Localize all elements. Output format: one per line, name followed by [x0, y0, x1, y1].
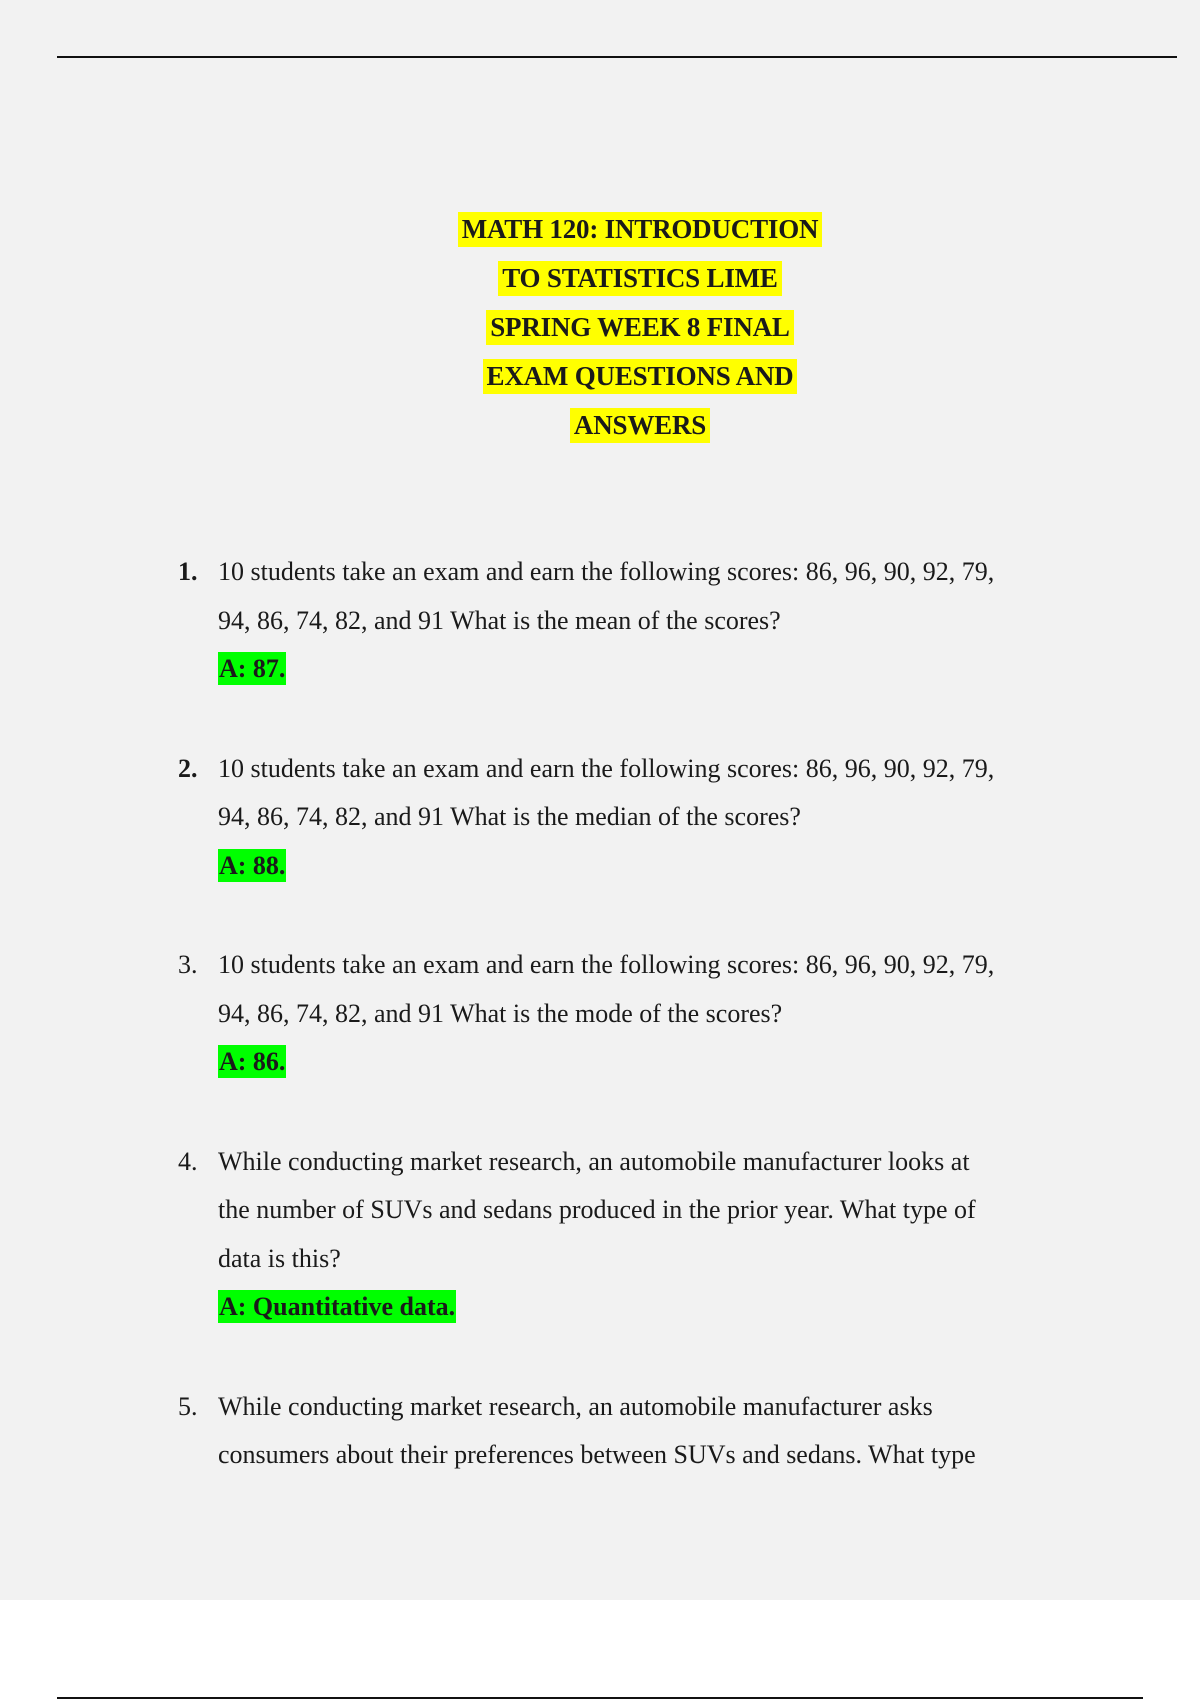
bottom-rule	[57, 1697, 1143, 1699]
top-rule	[57, 56, 1177, 58]
answer-highlight: A: Quantitative data.	[219, 1292, 456, 1321]
title-text: ANSWERS	[570, 408, 710, 443]
question-item	[178, 941, 1078, 1087]
title-line	[0, 205, 1200, 254]
question-item	[178, 1383, 1078, 1480]
question-text-line: 94, 86, 74, 82, and 91 What is the mode of the scores?	[218, 998, 783, 1028]
answer-highlight: A: 88.	[219, 850, 286, 880]
title-line	[0, 254, 1200, 303]
question-text-line: While conducting market research, an automobile manufacturer asks	[218, 1391, 933, 1421]
title-text: SPRING WEEK 8 FINAL	[486, 310, 794, 345]
question-text-line: data is this?	[218, 1243, 341, 1273]
question-number: 5.	[178, 1391, 198, 1421]
spacer	[178, 1087, 1078, 1138]
question-text-line: While conducting market research, an automobile manufacturer looks at	[218, 1146, 970, 1176]
spacer	[178, 890, 1078, 941]
title-text: EXAM QUESTIONS AND	[483, 359, 798, 394]
question-text-line: 94, 86, 74, 82, and 91 What is the mean of the scores?	[218, 605, 781, 635]
question-list	[178, 548, 1078, 1480]
title-text: MATH 120: INTRODUCTION	[458, 212, 823, 247]
title-line	[0, 352, 1200, 401]
title-line	[0, 401, 1200, 450]
question-number: 2.	[178, 753, 198, 783]
answer-highlight: A: 87.	[219, 654, 286, 683]
question-text-line: 10 students take an exam and earn the following scores: 86, 96, 90, 92, 79,	[218, 557, 995, 586]
question-item	[178, 1138, 1078, 1332]
title-line	[0, 303, 1200, 352]
question-text-line: 10 students take an exam and earn the following scores: 86, 96, 90, 92, 79,	[218, 753, 995, 783]
question-text-line: the number of SUVs and sedans produced in the prior year. What type of	[218, 1195, 976, 1224]
question-number: 4.	[178, 1146, 198, 1176]
question-item	[178, 548, 1078, 694]
question-text-line: consumers about their preferences between SUVs and sedans. What type	[218, 1440, 976, 1469]
question-item	[178, 745, 1078, 891]
spacer	[178, 694, 1078, 745]
question-number: 3.	[178, 950, 198, 979]
question-text-line: 94, 86, 74, 82, and 91 What is the median of the scores?	[218, 802, 801, 831]
spacer	[178, 1332, 1078, 1383]
title-text: TO STATISTICS LIME	[498, 261, 782, 296]
answer-highlight: A: 86.	[219, 1047, 286, 1076]
document-title	[0, 205, 1200, 450]
question-number: 1.	[178, 557, 198, 586]
question-text-line: 10 students take an exam and earn the following scores: 86, 96, 90, 92, 79,	[218, 950, 995, 979]
